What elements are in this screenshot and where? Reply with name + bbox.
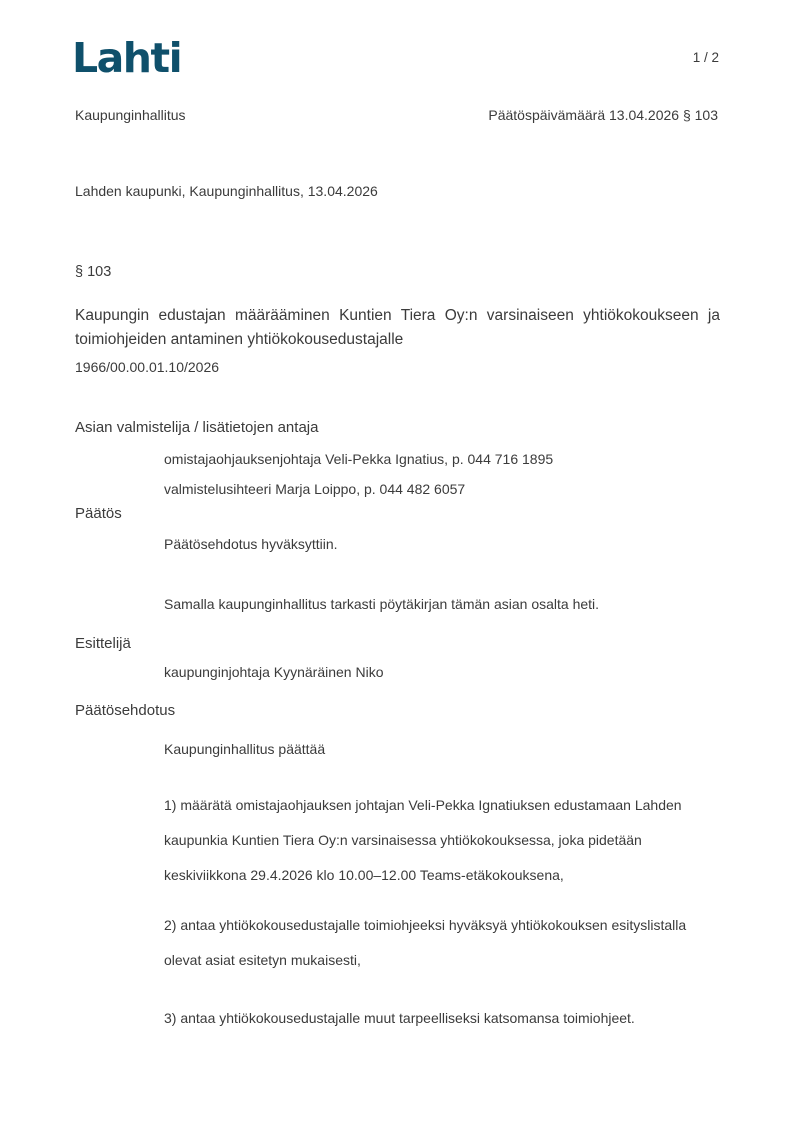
- decision-note: Samalla kaupunginhallitus tarkasti pöytäkirjan tämän asian osalta heti.: [164, 596, 600, 612]
- proposal-intro: Kaupunginhallitus päättää: [164, 741, 326, 757]
- decision-result: Päätösehdotus hyväksyttiin.: [164, 536, 338, 552]
- presenter-label: Esittelijä: [75, 635, 131, 652]
- preparer-heading: Asian valmistelija / lisätietojen antaja: [75, 419, 319, 436]
- proposal-label: Päätösehdotus: [75, 702, 176, 719]
- presenter-name: kaupunginjohtaja Kyynäräinen Niko: [164, 664, 384, 680]
- proposal-item-1: 1) määrätä omistajaohjauksen johtajan Veli-Pekka Ignatiuksen edustamaan Lahden kaupunkia Kuntien Tiera Oy:n varsinaisessa yhtiökokouksessa, joka pidetään keskiviikkona 29.4.2026 klo 10.00–12.00 Teams-etäkokouksena,: [164, 797, 682, 883]
- preparer-contact: omistajaohjauksenjohtaja Veli-Pekka Ignatius, p. 044 716 1895: [164, 451, 554, 467]
- case-number: 1966/00.00.01.10/2026: [75, 359, 220, 375]
- header-decision-date: Päätöspäivämäärä 13.04.2026 § 103: [488, 107, 718, 123]
- proposal-item-3: 3) antaa yhtiökokousedustajalle muut tarpeelliseksi katsomansa toimiohjeet.: [164, 1010, 635, 1026]
- page-number: 1 / 2: [692, 50, 719, 65]
- section-mark: § 103: [75, 264, 112, 280]
- lahti-logo: Lahti: [72, 34, 182, 82]
- decision-label: Päätös: [75, 505, 122, 522]
- document-org-line: Lahden kaupunki, Kaupunginhallitus, 13.04.2026: [75, 183, 378, 199]
- document-title: Kaupungin edustajan määrääminen Kuntien Tiera Oy:n varsinaiseen yhtiökokoukseen ja toimiohjeiden antaminen yhtiökokousedustajalle: [75, 307, 720, 348]
- proposal-item-2: 2) antaa yhtiökokousedustajalle toimiohjeeksi hyväksyä yhtiökokouksen esityslistalla olevat asiat esitetyn mukaisesti,: [164, 917, 687, 968]
- preparer-contact: valmistelusihteeri Marja Loippo, p. 044 482 6057: [164, 481, 466, 497]
- header-organization: Kaupunginhallitus: [75, 107, 186, 123]
